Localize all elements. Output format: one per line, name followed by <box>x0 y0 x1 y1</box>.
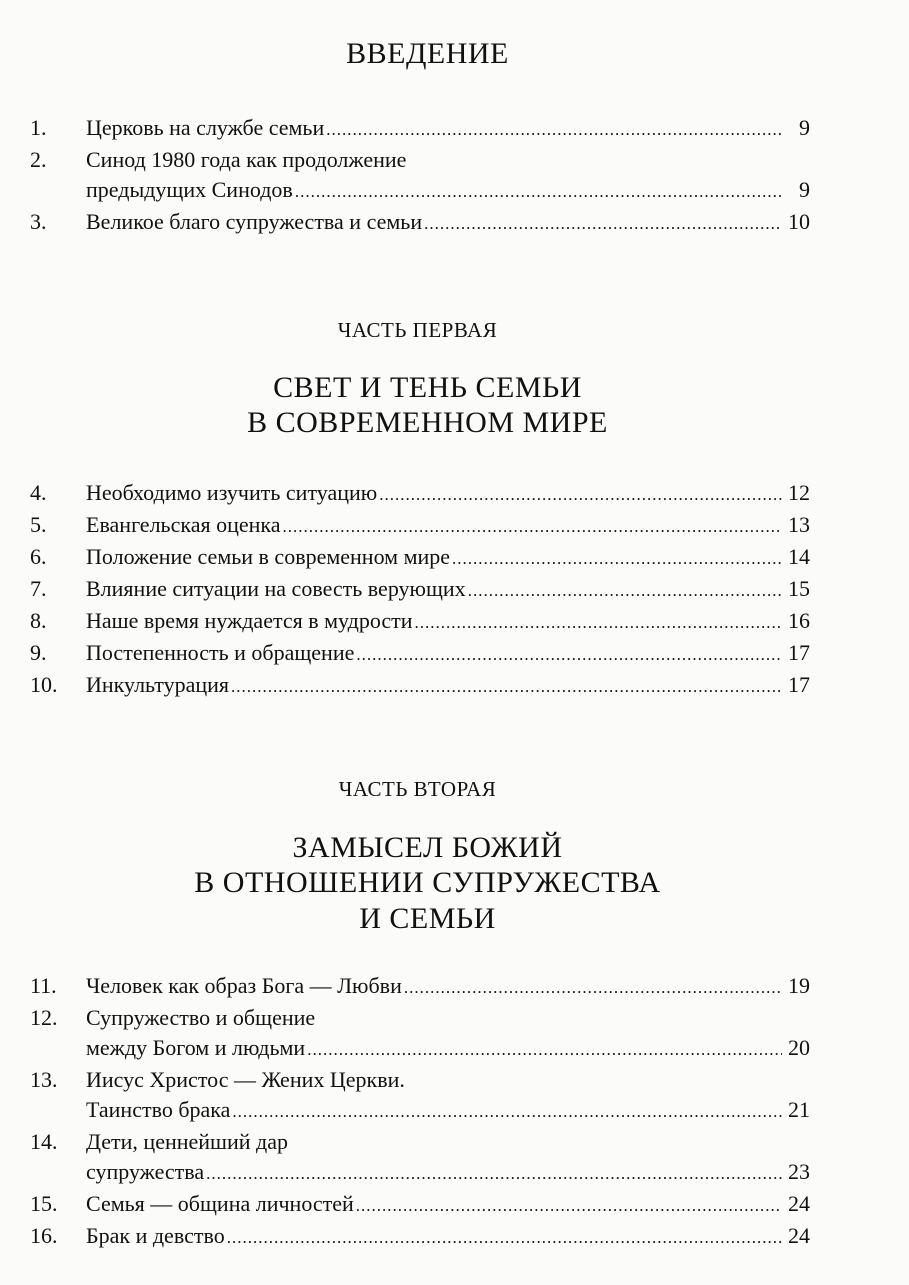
toc-entry-number: 1. <box>30 115 47 140</box>
dot-leader <box>295 177 782 207</box>
intro-heading: ВВЕДЕНИЕ <box>346 37 509 70</box>
toc-entry <box>30 113 810 145</box>
toc-entry-page-number: 24 <box>788 1191 810 1216</box>
toc-entry-number: 11. <box>30 973 57 998</box>
toc-entry-page-number: 12 <box>788 480 810 505</box>
toc-entry-page-number: 20 <box>788 1035 810 1060</box>
toc-entry-title: Иисус Христос — Жених Церкви. <box>86 1067 405 1092</box>
toc-entry-page-number: 10 <box>788 209 810 234</box>
toc-entry <box>30 1127 810 1189</box>
toc-entry-number: 16. <box>30 1223 58 1248</box>
toc-entry-number: 3. <box>30 209 47 234</box>
dot-leader <box>379 480 782 510</box>
toc-entry-title: Великое благо супружества и семьи <box>86 209 423 234</box>
toc-entry-number: 7. <box>30 576 47 601</box>
dot-leader <box>307 1035 782 1065</box>
toc-entry-number: 10. <box>30 672 58 697</box>
part2-title <box>0 830 855 936</box>
part1-label: ЧАСТЬ ПЕРВАЯ <box>337 318 498 342</box>
toc-entry-page-number: 9 <box>799 115 810 140</box>
toc-entry <box>30 606 810 638</box>
toc-entry-title: супружества <box>86 1159 205 1184</box>
part1-title-line: В СОВРЕМЕННОМ МИРЕ <box>247 406 608 440</box>
part2-title-line: В ОТНОШЕНИИ СУПРУЖЕСТВА <box>194 866 661 900</box>
toc-entry-number: 5. <box>30 512 47 537</box>
toc-entry-page-number: 9 <box>799 177 810 202</box>
dot-leader <box>452 544 782 574</box>
toc-entry-page-number: 21 <box>788 1097 810 1122</box>
dot-leader <box>356 1191 782 1221</box>
toc-entry-number: 2. <box>30 147 47 172</box>
part1-title <box>0 370 855 441</box>
toc-entry-page-number: 15 <box>788 576 810 601</box>
part2-title-line: ЗАМЫСЕЛ БОЖИЙ <box>292 831 563 864</box>
toc-entry-number: 13. <box>30 1067 58 1092</box>
toc-entry-number: 12. <box>30 1005 58 1030</box>
toc-entry-title: Таинство брака <box>86 1097 231 1122</box>
dot-leader <box>326 115 782 145</box>
dot-leader <box>206 1159 782 1189</box>
part1-toc <box>30 478 810 702</box>
toc-entry-number: 14. <box>30 1129 58 1154</box>
toc-entry <box>30 971 810 1003</box>
toc-entry-title: Наше время нуждается в мудрости <box>86 608 413 633</box>
toc-entry-page-number: 24 <box>788 1223 810 1248</box>
toc-entry-title: между Богом и людьми <box>86 1035 306 1060</box>
toc-entry-title: Необходимо изучить ситуацию <box>86 480 378 505</box>
part1-title-line: СВЕТ И ТЕНЬ СЕМЬИ <box>273 371 582 404</box>
toc-entry-title: Супружество и общение <box>86 1005 316 1030</box>
dot-leader <box>404 973 782 1003</box>
toc-entry-number: 4. <box>30 480 47 505</box>
toc-entry-number: 6. <box>30 544 47 569</box>
toc-entry-page-number: 23 <box>788 1159 810 1184</box>
toc-entry <box>30 1189 810 1221</box>
toc-entry-number: 15. <box>30 1191 58 1216</box>
toc-entry-title: Человек как образ Бога — Любви <box>86 973 402 998</box>
dot-leader <box>231 672 782 702</box>
toc-entry-title: Инкультурация <box>86 672 229 697</box>
toc-entry-page-number: 17 <box>788 640 810 665</box>
dot-leader <box>356 640 782 670</box>
intro-toc <box>30 113 810 239</box>
dot-leader <box>227 1223 782 1253</box>
toc-entry-title: Положение семьи в современном мире <box>86 544 451 569</box>
toc-entry <box>30 1221 810 1253</box>
toc-entry-title: Дети, ценнейший дар <box>86 1129 288 1154</box>
toc-entry <box>30 670 810 702</box>
toc-entry <box>30 542 810 574</box>
toc-entry-page-number: 13 <box>788 512 810 537</box>
toc-entry-title: предыдущих Синодов <box>86 177 293 202</box>
toc-entry-title: Брак и девство <box>86 1223 225 1248</box>
toc-entry <box>30 207 810 239</box>
toc-entry-title: Евангельская оценка <box>86 512 281 537</box>
toc-entry <box>30 1003 810 1065</box>
toc-entry <box>30 510 810 542</box>
dot-leader <box>283 512 782 542</box>
toc-entry-title: Влияние ситуации на совесть верующих <box>86 576 466 601</box>
dot-leader <box>232 1097 782 1127</box>
toc-entry-page-number: 14 <box>788 544 810 569</box>
toc-entry <box>30 574 810 606</box>
toc-entry <box>30 478 810 510</box>
toc-entry-title: Постепенность и обращение <box>86 640 355 665</box>
toc-entry-number: 9. <box>30 640 47 665</box>
toc-entry-title: Церковь на службе семьи <box>86 115 325 140</box>
dot-leader <box>415 608 782 638</box>
toc-entry <box>30 145 810 207</box>
dot-leader <box>468 576 782 606</box>
dot-leader <box>424 209 782 239</box>
toc-entry-title: Семья — община личностей <box>86 1191 354 1216</box>
toc-entry-page-number: 16 <box>788 608 810 633</box>
toc-entry-number: 8. <box>30 608 47 633</box>
part2-label: ЧАСТЬ ВТОРАЯ <box>338 777 497 801</box>
part2-toc <box>30 971 810 1253</box>
toc-entry-page-number: 17 <box>788 672 810 697</box>
toc-entry-page-number: 19 <box>788 973 810 998</box>
part2-title-line: И СЕМЬИ <box>359 901 496 935</box>
toc-entry <box>30 1065 810 1127</box>
toc-entry-title: Синод 1980 года как продолжение <box>86 147 407 172</box>
toc-entry <box>30 638 810 670</box>
